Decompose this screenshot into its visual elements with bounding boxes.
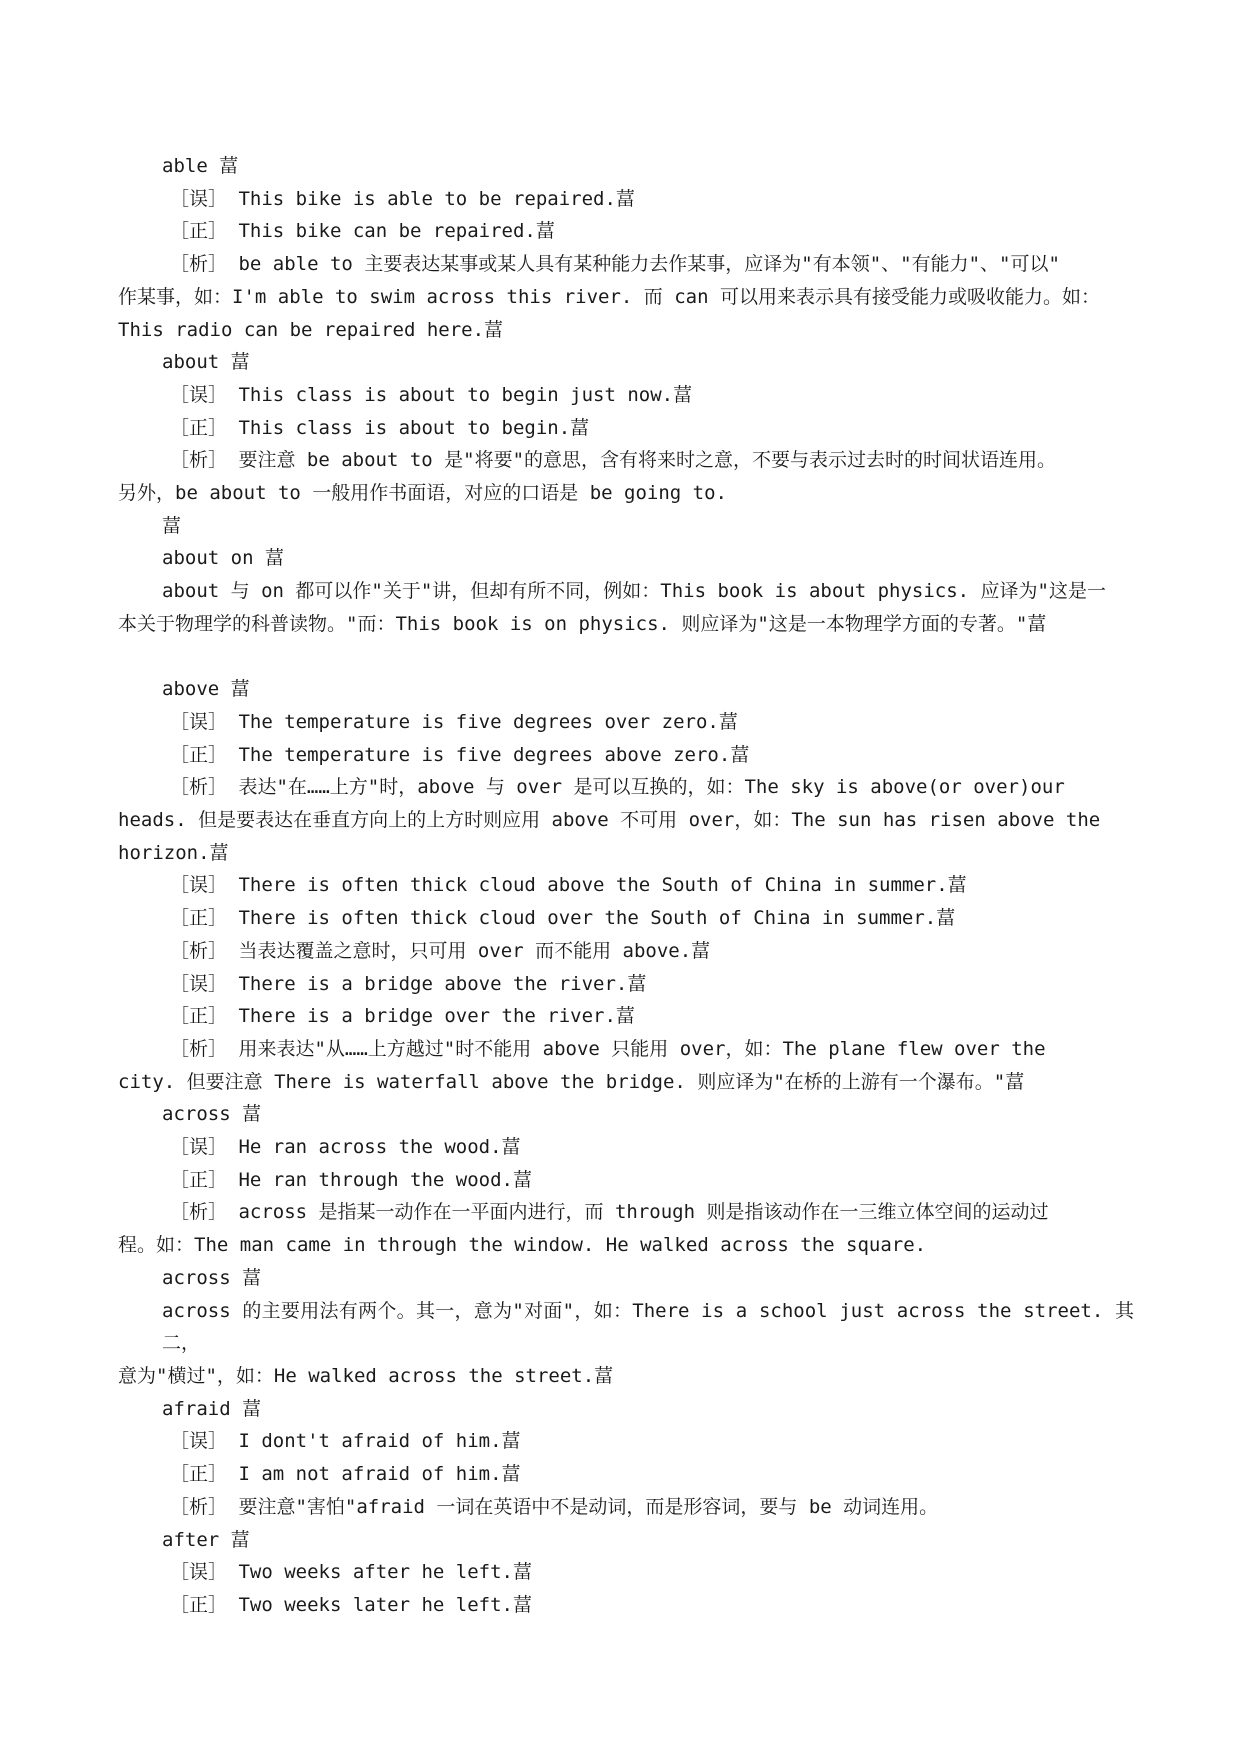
text-line: 作某事，如：I'm able to swim across this river. 而 can 可以用来表示具有接受能力或吸收能力。如： — [118, 285, 1100, 308]
text-line: ［误］ This class is about to begin just now.葍 — [170, 383, 693, 406]
text-line: ［误］ I dont't afraid of him.葍 — [170, 1430, 521, 1453]
text-line: ［正］ This bike can be repaired.葍 — [170, 220, 555, 243]
text-line: about 与 on 都可以作"关于"讲，但却有所不同，例如：This book is about physics. 应译为"这是一 — [162, 580, 1106, 603]
text-line: above 葍 — [162, 678, 250, 701]
text-line: ［正］ There is a bridge over the river.葍 — [170, 1005, 635, 1028]
text-line: ［析］ 当表达覆盖之意时，只可用 over 而不能用 above.葍 — [170, 939, 711, 962]
text-line: ［析］ across 是指某一动作在一平面内进行，而 through 则是指该动作在一三维立体空间的运动过 — [170, 1201, 1049, 1224]
text-line: horizon.葍 — [118, 841, 229, 864]
text-line: ［析］ 要注意 be about to 是"将要"的意思，含有将来时之意，不要与表示过去时的时间状语连用。 — [170, 449, 1057, 472]
text-line: city. 但要注意 There is waterfall above the bridge. 则应译为"在桥的上游有一个瀑布。"葍 — [118, 1070, 1025, 1093]
text-line: ［析］ 表达"在……上方"时，above 与 over 是可以互换的，如：The sky is above(or over)our — [170, 776, 1065, 799]
text-line: 意为"横过"，如：He walked across the street.葍 — [118, 1365, 614, 1387]
text-line: ［误］ Two weeks after he left.葍 — [170, 1561, 532, 1584]
text-line: 葍 — [162, 514, 182, 537]
text-line: ［正］ The temperature is five degrees above zero.葍 — [170, 743, 750, 766]
text-line: ［析］ 要注意"害怕"afraid 一词在英语中不是动词，而是形容词，要与 be 动词连用。 — [170, 1495, 939, 1518]
text-line: across 葍 — [162, 1103, 262, 1126]
text-line: about 葍 — [162, 351, 250, 374]
text-line: This radio can be repaired here.葍 — [118, 318, 504, 341]
text-line: ［正］ There is often thick cloud over the South of China in summer.葍 — [170, 907, 956, 930]
blank-line — [118, 641, 1134, 674]
text-line: heads. 但是要表达在垂直方向上的上方时则应用 above 不可用 over，如：The sun has risen above the — [118, 809, 1101, 832]
text-line: ［析］ 用来表达"从……上方越过"时不能用 above 只能用 over，如：The plane flew over the — [170, 1037, 1046, 1060]
document-page — [118, 150, 1134, 1622]
text-line: able 葍 — [162, 155, 239, 177]
text-line: ［正］ He ran through the wood.葍 — [170, 1168, 532, 1191]
text-line: 程。如：The man came in through the window. He walked across the square. — [118, 1234, 927, 1257]
text-line: ［误］ He ran across the wood.葍 — [170, 1136, 521, 1159]
text-line: ［误］ The temperature is five degrees over zero.葍 — [170, 710, 738, 733]
text-line: ［误］ There is often thick cloud above the South of China in summer.葍 — [170, 874, 967, 897]
text-line: after 葍 — [162, 1528, 250, 1551]
text-line: 另外，be about to 一般用作书面语，对应的口语是 be going to. — [118, 482, 727, 505]
text-line: 本关于物理学的科普读物。"而：This book is on physics. 则应译为"这是一本物理学方面的专著。"葍 — [118, 612, 1047, 635]
text-line: ［误］ This bike is able to be repaired.葍 — [170, 187, 635, 210]
text-line: ［正］ This class is about to begin.葍 — [170, 416, 590, 439]
text-line: ［误］ There is a bridge above the river.葍 — [170, 972, 647, 995]
text-line: about on 葍 — [162, 547, 284, 570]
text-line: afraid 葍 — [162, 1397, 262, 1420]
text-line: ［正］ I am not afraid of him.葍 — [170, 1463, 521, 1486]
text-line: ［正］ Two weeks later he left.葍 — [170, 1593, 532, 1616]
text-line: across 的主要用法有两个。其一，意为"对面"，如：There is a school just across the street. 其二， — [162, 1299, 1134, 1355]
text-line: ［析］ be able to 主要表达某事或某人具有某种能力去作某事，应译为"有本领"、"有能力"、"可以" — [170, 253, 1060, 276]
text-line: across 葍 — [162, 1266, 262, 1289]
